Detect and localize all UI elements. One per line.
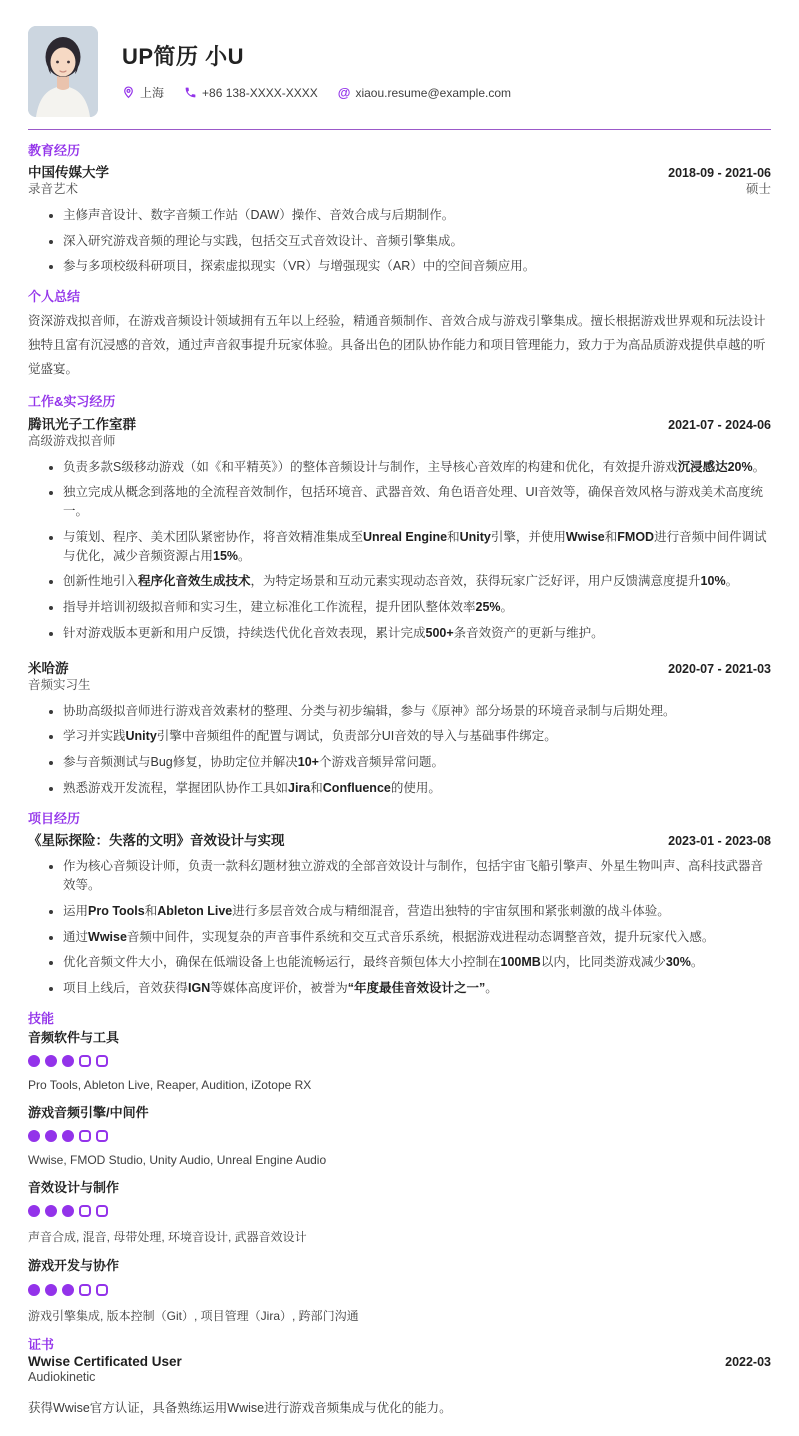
certificate-description: 获得Wwise官方认证，具备熟练运用Wwise进行游戏音频集成与优化的能力。: [28, 1401, 452, 1416]
job-tencent: [28, 413, 771, 643]
projects-section-title: 项目经历: [28, 810, 81, 826]
skill-dot-filled: [28, 1055, 40, 1067]
skill-dot-filled: [62, 1205, 74, 1217]
skill-level-dots: [28, 1284, 771, 1296]
skill-detail: Wwise, FMOD Studio, Unity Audio, Unreal Engine Audio: [28, 1153, 327, 1168]
header-info: [122, 26, 511, 101]
skill-group-audio-software: [28, 1029, 771, 1092]
job-entry-head: [28, 657, 771, 677]
skill-detail: 声音合成, 混音, 母带处理, 环境音设计, 武器音效设计: [28, 1230, 307, 1245]
skill-group-middleware: [28, 1104, 771, 1167]
skill-dot-filled: [45, 1205, 57, 1217]
certificate-entry-head: [28, 1354, 771, 1369]
summary-section-title: 个人总结: [28, 289, 81, 305]
job-entry-sub: [28, 433, 771, 450]
section-certificates: [28, 1337, 771, 1419]
education-entry-sub: [28, 181, 771, 198]
contact-location: [122, 84, 164, 101]
project-entry-head: [28, 829, 771, 849]
resume-header: [28, 26, 771, 117]
project-item: [28, 829, 771, 998]
section-projects: [28, 811, 771, 998]
bullet-item: • 负责多款S级移动游戏（如《和平精英》）的整体音频设计与制作，主导核心音效库的构建和优化，有效提升游戏沉浸感达20%。: [63, 458, 771, 477]
job-role: 音频实习生: [28, 677, 91, 692]
skill-dot-filled: [45, 1284, 57, 1296]
company-name: 腾讯光子工作室群: [28, 416, 136, 432]
bullet-item: • 与策划、程序、美术团队紧密协作，将音效精准集成至Unreal Engine和Unity引擎，并使用Wwise和FMOD进行音频中间件调试与优化，减少音频资源占用15%。: [63, 528, 771, 566]
bullet-item: • 熟悉游戏开发流程，掌握团队协作工具如Jira和Confluence的使用。: [63, 779, 771, 798]
job-date: 2020-07 - 2021-03: [668, 661, 771, 676]
bullet-item: • 主修声音设计、数字音频工作站（DAW）操作、音效合成与后期制作。: [63, 206, 771, 225]
bullet-item: • 学习并实践Unity引擎中音频组件的配置与调试，负责部分UI音效的导入与基础事件绑定。: [63, 727, 771, 746]
summary-text: 资深游戏拟音师，在游戏音频设计领域拥有五年以上经验，精通音频制作、音效合成与游戏引擎集成。擅长根据游戏世界观和玩法设计独特且富有沉浸感的音效，通过声音叙事提升玩家体验。具备出色的团队协作能力和项目管理能力，致力于为高品质游戏提供卓越的听觉盛宴。: [28, 313, 766, 376]
header-divider: [28, 129, 771, 130]
section-education: [28, 143, 771, 276]
certificate-name: Wwise Certificated User: [28, 1354, 182, 1370]
education-degree: 硕士: [745, 181, 771, 196]
skill-dot-empty: [79, 1284, 91, 1296]
job-bullets: [28, 458, 771, 643]
skill-dot-empty: [96, 1205, 108, 1217]
job-entry-sub: [28, 677, 771, 694]
skill-level-dots: [28, 1055, 771, 1067]
contact-row: [122, 84, 511, 101]
education-entry-head: [28, 161, 771, 181]
skill-dot-filled: [62, 1130, 74, 1142]
avatar: [28, 26, 98, 117]
bullet-item: • 项目上线后，音效获得IGN等媒体高度评价，被誉为“年度最佳音效设计之一”。: [63, 979, 771, 998]
certificate-entry-sub: [28, 1369, 771, 1386]
bullet-item: • 针对游戏版本更新和用户反馈，持续迭代优化音效表现，累计完成500+条音效资产的更新与维护。: [63, 624, 771, 643]
bullet-item: • 参与多项校级科研项目，探索虚拟现实（VR）与增强现实（AR）中的空间音频应用。: [63, 257, 771, 276]
skill-dot-empty: [96, 1055, 108, 1067]
location-text: 上海: [140, 86, 165, 100]
skill-dot-filled: [28, 1130, 40, 1142]
skill-dot-filled: [45, 1130, 57, 1142]
job-date: 2021-07 - 2024-06: [668, 417, 771, 432]
education-major: 录音艺术: [28, 181, 79, 196]
skill-dot-filled: [62, 1284, 74, 1296]
bullet-item: • 独立完成从概念到落地的全流程音效制作，包括环境音、武器音效、角色语音处理、UI音效等，确保音效风格与游戏美术高度统一。: [63, 483, 771, 521]
skill-group-sound-design: [28, 1179, 771, 1245]
skills-section-title: 技能: [28, 1010, 55, 1026]
company-name: 米哈游: [28, 660, 69, 676]
skill-dot-empty: [79, 1130, 91, 1142]
project-name: 《星际探险：失落的文明》音效设计与实现: [28, 833, 285, 849]
bullet-item: • 指导并培训初级拟音师和实习生，建立标准化工作流程，提升团队整体效率25%。: [63, 598, 771, 617]
avatar-illustration: [28, 26, 98, 117]
school-name: 中国传媒大学: [28, 164, 109, 180]
job-entry-head: [28, 413, 771, 433]
job-role: 高级游戏拟音师: [28, 433, 116, 448]
contact-phone: [184, 86, 318, 100]
bullet-item: • 优化音频文件大小，确保在低端设备上也能流畅运行，最终音频包体大小控制在100MB以内，比同类游戏减少30%。: [63, 953, 771, 972]
education-date: 2018-09 - 2021-06: [668, 165, 771, 180]
work-section-title: 工作&实习经历: [28, 393, 116, 409]
certificate-date: 2022-03: [725, 1355, 771, 1370]
project-bullets: [28, 857, 771, 998]
certificate-issuer: Audiokinetic: [28, 1370, 96, 1385]
phone-text: +86 138-XXXX-XXXX: [202, 85, 318, 100]
skill-dot-filled: [45, 1055, 57, 1067]
phone-icon: [184, 86, 197, 99]
skill-detail: 游戏引擎集成, 版本控制（Git）, 项目管理（Jira）, 跨部门沟通: [28, 1308, 359, 1323]
bullet-item: • 创新性地引入程序化音效生成技术，为特定场景和互动元素实现动态音效，获得玩家广泛好评，用户反馈满意度提升10%。: [63, 572, 771, 591]
candidate-name: UP简历 小U: [122, 44, 245, 69]
section-summary: [28, 289, 771, 381]
skill-level-dots: [28, 1205, 771, 1217]
bullet-item: • 协助高级拟音师进行游戏音效素材的整理、分类与初步编辑，参与《原神》部分场景的环境音录制与后期处理。: [63, 702, 771, 721]
skill-level-dots: [28, 1130, 771, 1142]
skill-dot-empty: [96, 1284, 108, 1296]
education-bullets: [28, 206, 771, 276]
skill-dot-empty: [79, 1055, 91, 1067]
skill-group-name: 游戏音频引擎/中间件: [28, 1105, 149, 1121]
contact-email: [338, 86, 511, 100]
skill-group-gamedev-collab: [28, 1257, 771, 1323]
skill-group-name: 游戏开发与协作: [28, 1258, 120, 1274]
project-date: 2023-01 - 2023-08: [668, 834, 771, 849]
skill-dot-filled: [28, 1284, 40, 1296]
skill-group-name: 音频软件与工具: [28, 1029, 120, 1045]
skill-dot-empty: [79, 1205, 91, 1217]
skill-dot-filled: [28, 1205, 40, 1217]
bullet-item: • 运用Pro Tools和Ableton Live进行多层音效合成与精细混音，营造出独特的宇宙氛围和紧张刺激的战斗体验。: [63, 902, 771, 921]
bullet-item: • 作为核心音频设计师，负责一款科幻题材独立游戏的全部音效设计与制作，包括宇宙飞船引擎声、外星生物叫声、高科技武器音效等。: [63, 857, 771, 895]
section-skills: [28, 1011, 771, 1324]
job-bullets: [28, 702, 771, 798]
section-work: [28, 394, 771, 798]
skill-dot-empty: [96, 1130, 108, 1142]
bullet-item: • 参与音频测试与Bug修复，协助定位并解决10+个游戏音频异常问题。: [63, 753, 771, 772]
skill-detail: Pro Tools, Ableton Live, Reaper, Audition, iZotope RX: [28, 1078, 312, 1093]
education-section-title: 教育经历: [28, 143, 81, 158]
skill-group-name: 音效设计与制作: [28, 1180, 120, 1196]
bullet-item: • 深入研究游戏音频的理论与实践，包括交互式音效设计、音频引擎集成。: [63, 232, 771, 251]
skill-dot-filled: [62, 1055, 74, 1067]
certificates-section-title: 证书: [28, 1336, 55, 1352]
location-pin-icon: [122, 86, 135, 99]
job-mihoyo: [28, 657, 771, 798]
email-text: xiaou.resume@example.com: [355, 85, 512, 100]
bullet-item: • 通过Wwise音频中间件，实现复杂的声音事件系统和交互式音乐系统，根据游戏进程动态调整音效，提升玩家代入感。: [63, 928, 771, 947]
email-at-icon: @: [337, 85, 351, 100]
